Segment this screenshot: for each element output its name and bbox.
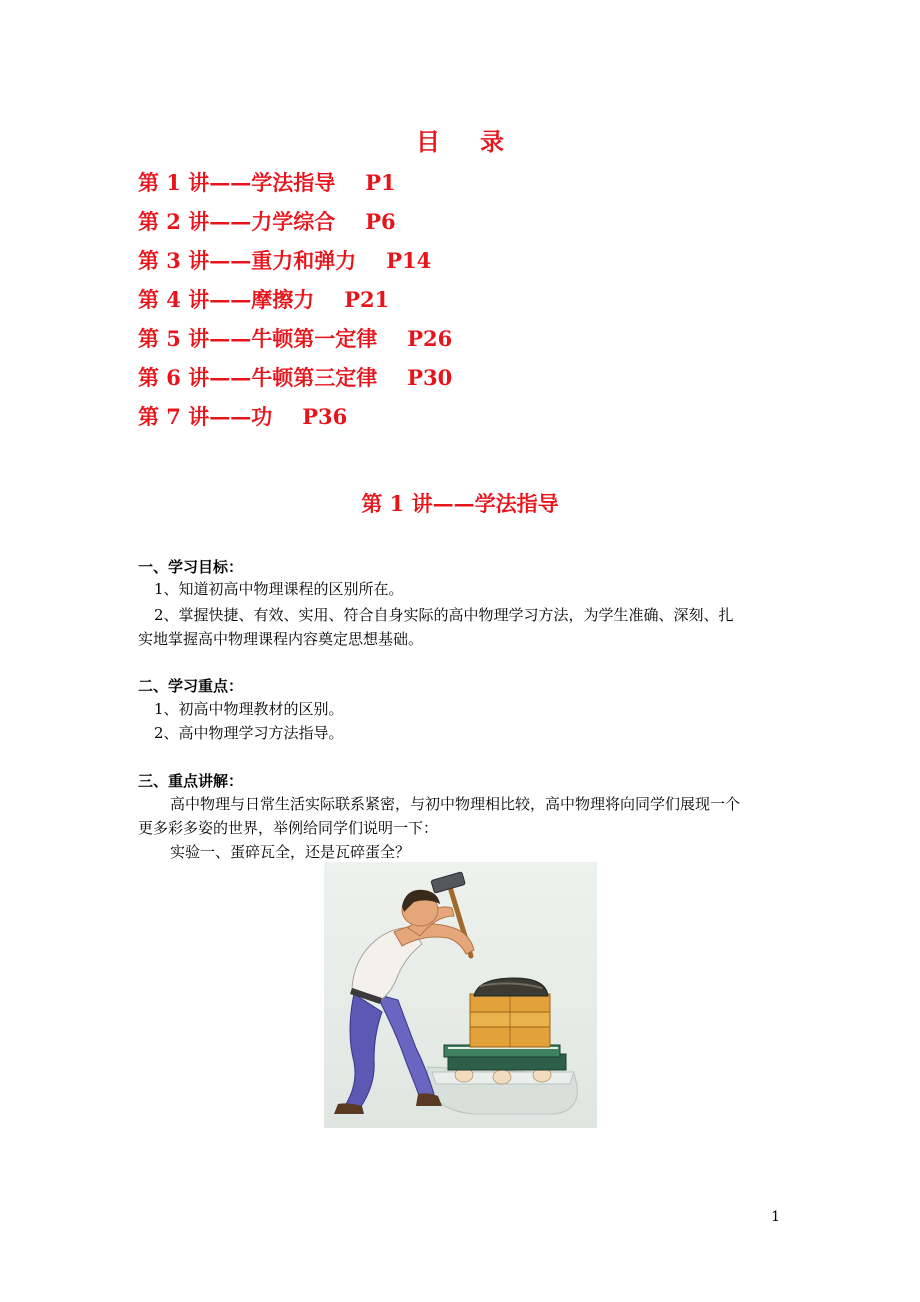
toc-item[interactable]: 第 6 讲——牛顿第三定律 P30 — [138, 365, 453, 390]
focus-heading: 二、学习重点： — [138, 677, 244, 695]
goals-item-2-line-2: 实地掌握高中物理课程内容奠定思想基础。 — [138, 630, 424, 648]
toc-item[interactable]: 第 7 讲——功 P36 — [138, 404, 348, 429]
lecture-title: 第 1 讲——学法指导 — [361, 491, 559, 516]
focus-item-2: 2、高中物理学习方法指导。 — [154, 724, 344, 742]
toc-item[interactable]: 第 1 讲——学法指导 P1 — [138, 170, 396, 195]
toc-item[interactable]: 第 2 讲——力学综合 P6 — [138, 209, 396, 234]
hammer-illustration — [324, 862, 597, 1128]
toc-title — [0, 122, 920, 157]
experiment-caption: 实验一、蛋碎瓦全，还是瓦碎蛋全？ — [170, 843, 411, 861]
goals-item-2-line-1: 2、掌握快捷、有效、实用、符合自身实际的高中物理学习方法，为学生准确、深刻、扎 — [154, 606, 734, 624]
page-number: 1 — [771, 1209, 780, 1225]
toc-item[interactable]: 第 5 讲——牛顿第一定律 P26 — [138, 326, 453, 351]
toc-item[interactable]: 第 3 讲——重力和弹力 P14 — [138, 248, 432, 273]
focus-item-1: 1、初高中物理教材的区别。 — [154, 700, 344, 718]
explain-para-line-2: 更多彩多姿的世界，举例给同学们说明一下： — [138, 819, 439, 837]
table-of-contents — [138, 168, 452, 441]
toc-title-right: 录 — [480, 127, 504, 156]
goals-item-1: 1、知道初高中物理课程的区别所在。 — [154, 580, 404, 598]
toc-item[interactable]: 第 4 讲——摩擦力 P21 — [138, 287, 390, 312]
goals-heading: 一、学习目标： — [138, 558, 244, 576]
explain-para-line-1: 高中物理与日常生活实际联系紧密，与初中物理相比较，高中物理将向同学们展现一个 — [170, 795, 741, 813]
toc-title-left: 目 — [416, 127, 440, 156]
explain-heading: 三、重点讲解： — [138, 772, 244, 790]
